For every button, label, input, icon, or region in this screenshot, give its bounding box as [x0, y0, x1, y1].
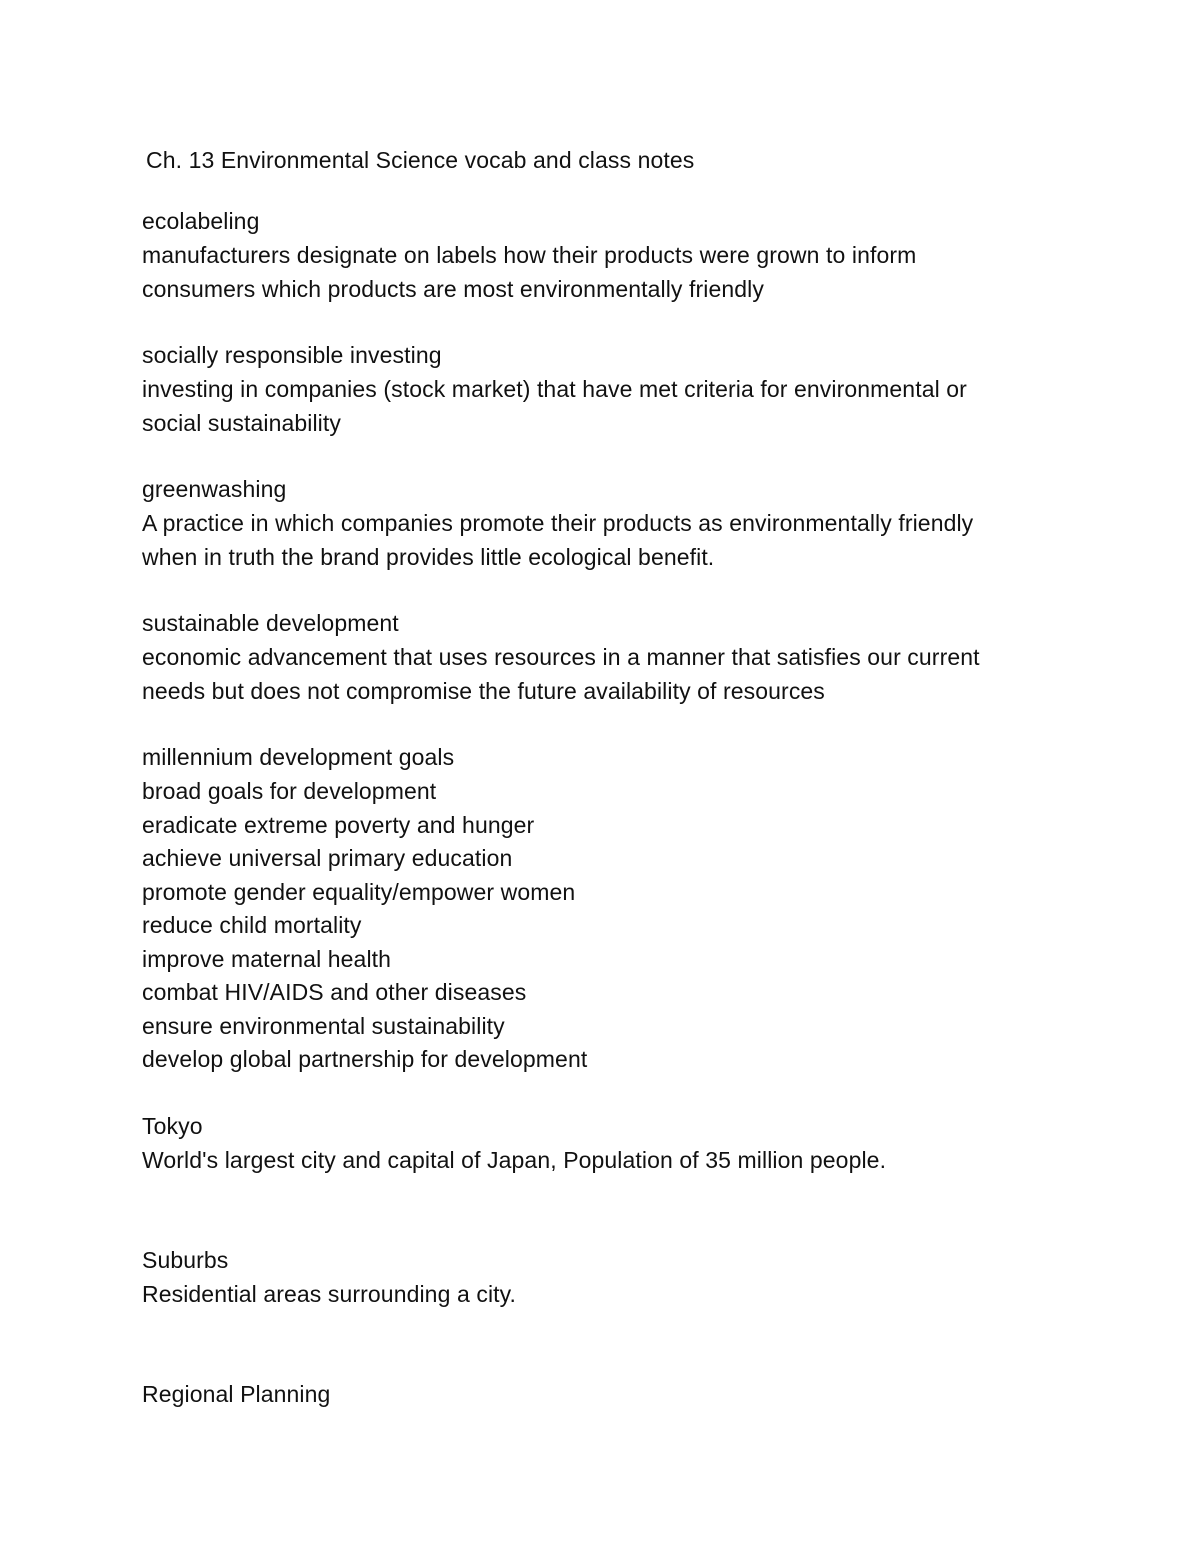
- goal-item: eradicate extreme poverty and hunger: [142, 812, 535, 838]
- term-ecolabeling: ecolabeling: [142, 208, 260, 234]
- goal-item: reduce child mortality: [142, 912, 362, 938]
- goal-item: promote gender equality/empower women: [142, 879, 576, 905]
- term-millennium-development-goals: millennium development goals: [142, 744, 455, 770]
- goal-item: ensure environmental sustainability: [142, 1013, 505, 1039]
- page-title: Ch. 13 Environmental Science vocab and class notes: [146, 147, 695, 173]
- definition-line: manufacturers designate on labels how their products were grown to inform: [142, 242, 917, 268]
- goal-item: develop global partnership for development: [142, 1046, 588, 1072]
- term-regional-planning: Regional Planning: [142, 1381, 331, 1407]
- term-sustainable-development: sustainable development: [142, 610, 399, 636]
- goal-item: achieve universal primary education: [142, 845, 513, 871]
- definition-line: A practice in which companies promote their products as environmentally friendly: [142, 510, 974, 536]
- term-socially-responsible-investing: socially responsible investing: [142, 342, 442, 368]
- goal-item: combat HIV/AIDS and other diseases: [142, 979, 527, 1005]
- definition-line: investing in companies (stock market) that have met criteria for environmental or: [142, 376, 967, 402]
- definition-line: needs but does not compromise the future availability of resources: [142, 678, 825, 704]
- term-tokyo: Tokyo: [142, 1113, 203, 1139]
- definition-line: when in truth the brand provides little ecological benefit.: [142, 544, 715, 570]
- definition-line: consumers which products are most environmentally friendly: [142, 276, 764, 302]
- definition-line: economic advancement that uses resources in a manner that satisfies our current: [142, 644, 980, 670]
- goal-item: improve maternal health: [142, 946, 392, 972]
- definition-line: broad goals for development: [142, 778, 437, 804]
- definition-line: Residential areas surrounding a city.: [142, 1281, 517, 1307]
- definition-line: World's largest city and capital of Japan, Population of 35 million people.: [142, 1147, 887, 1173]
- term-greenwashing: greenwashing: [142, 476, 287, 502]
- definition-line: social sustainability: [142, 410, 341, 436]
- term-suburbs: Suburbs: [142, 1247, 229, 1273]
